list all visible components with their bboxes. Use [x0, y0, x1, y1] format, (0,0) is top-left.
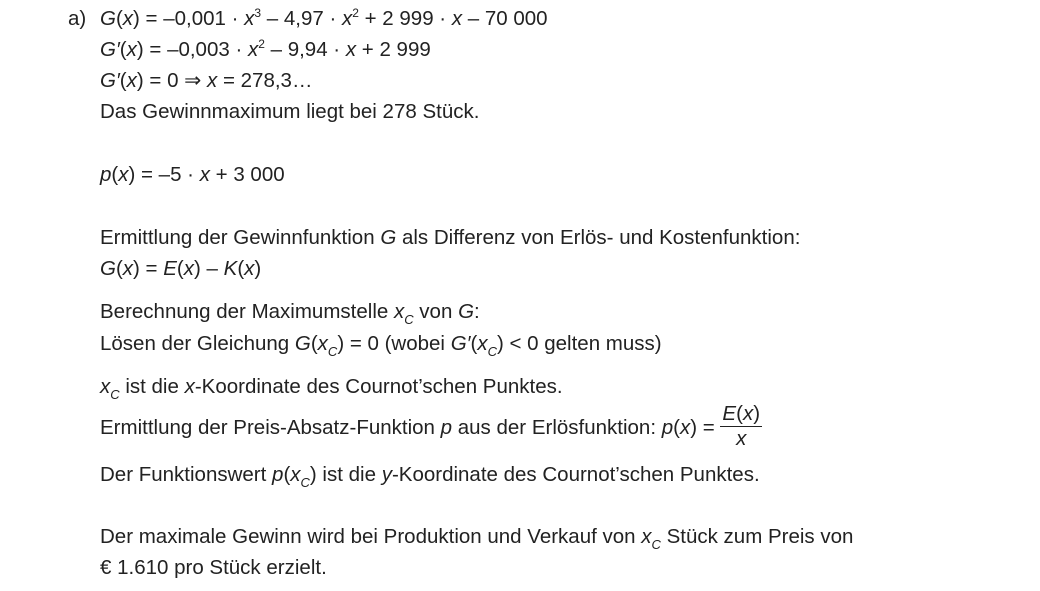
derivative-equation: $G'(x) = -0,003 \cdot x^2 - 9,94 \cdot x + 2$ 999: [100, 37, 431, 61]
fraction-denominator: x: [736, 427, 747, 450]
solve-equation-text: Lösen der Gleichung $G(x_C) = 0$ (wobei $G'(x_C) < 0$ gelten muss): [100, 332, 662, 359]
price-statement: € 1.610 pro Stück erzielt.: [100, 556, 327, 579]
maximum-profit-statement: Der maximale Gewinn wird bei Produktion und Verkauf von $x_C$ Stück zum Preis von: [100, 525, 854, 552]
price-function-equation: p(x) = –5 · x + 3 000: [100, 163, 285, 186]
price-demand-function-text: Ermittlung der Preis-Absatz-Funktion p aus der Erlösfunktion: p(x) = $\frac{E(x)}{x}$: [100, 402, 761, 450]
derivative-root-equation: G′(x) = 0 ⇒ x = 278,3…: [100, 69, 313, 92]
cournot-x-coordinate-text: $x_C$ ist die x-Koordinate des Cournot’schen Punktes.: [100, 375, 563, 402]
cournot-y-coordinate-text: Der Funktionswert $p(x_C)$ ist die y-Koordinate des Cournot’schen Punktes.: [100, 463, 760, 490]
profit-function-derivation-text: Ermittlung der Gewinnfunktion G als Differenz von Erlös- und Kostenfunktion:: [100, 226, 801, 249]
profit-maximum-statement: Das Gewinnmaximum liegt bei 278 Stück.: [100, 100, 480, 123]
fraction-numerator: E(x): [722, 402, 761, 425]
maximum-calculation-text: Berechnung der Maximumstelle $x_C$ von G:: [100, 300, 480, 327]
solution-label: a): [68, 7, 87, 30]
profit-difference-equation: G(x) = E(x) – K(x): [100, 257, 262, 280]
profit-function-equation: $G(x) = -0,001 \cdot x^3 - 4,97 \cdot x^2 + 2$ 999 · x – 70 000: [100, 6, 548, 30]
revenue-over-x-fraction: [720, 403, 762, 450]
